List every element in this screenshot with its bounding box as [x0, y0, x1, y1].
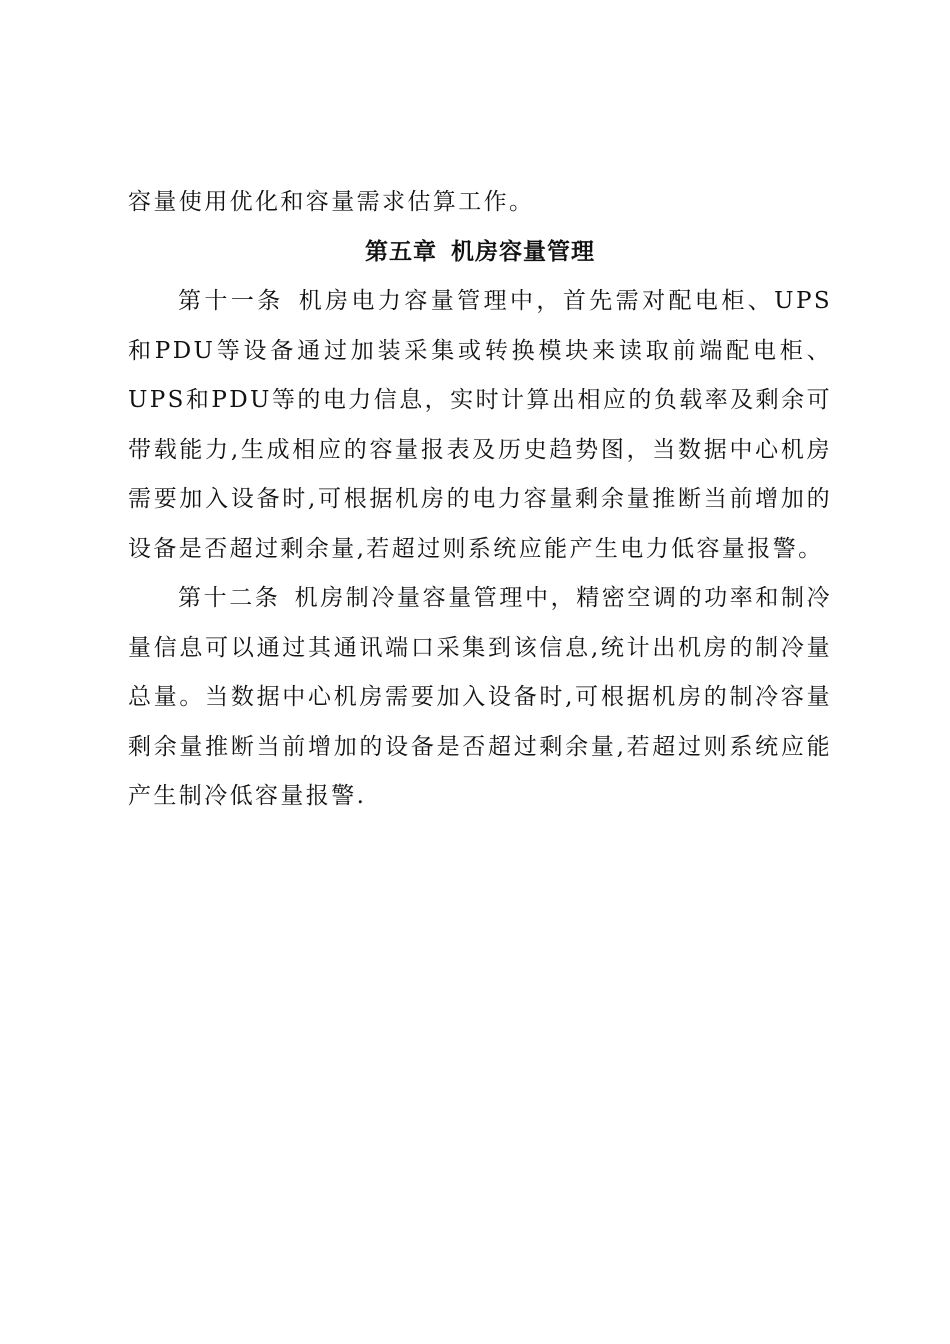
chapter-heading: [128, 228, 832, 278]
document-body: [128, 178, 832, 822]
article-label: 第十二条: [178, 585, 281, 611]
article-text: 机房制冷量容量管理中，精密空调的功率和制冷量信息可以通过其通讯端口采集到该信息,统计出机房的制冷量总量。当数据中心机房需要加入设备时,可根据机房的制冷容量剩余量推断当前增加的设备是否超过剩余量,若超过则系统应能产生制冷低容量报警.: [128, 585, 832, 809]
continuation-paragraph: 容量使用优化和容量需求估算工作。: [128, 189, 535, 215]
article-paragraph-11: [128, 277, 832, 574]
chapter-title: 机房容量管理: [451, 238, 595, 265]
article-label: 第十一条: [178, 288, 284, 314]
article-paragraph-12: [128, 574, 832, 822]
chapter-number: 第五章: [365, 238, 437, 265]
article-text: 机房电力容量管理中，首先需对配电柜、UPS和PDU等设备通过加装采集或转换模块来读取前端配电柜、UPS和PDU等的电力信息，实时计算出相应的负载率及剩余可带载能力,生成相应的容量报表及历史趋势图，当数据中心机房需要加入设备时,可根据机房的电力容量剩余量推断当前增加的设备是否超过剩余量,若超过则系统应能产生电力低容量报警。: [128, 288, 832, 562]
